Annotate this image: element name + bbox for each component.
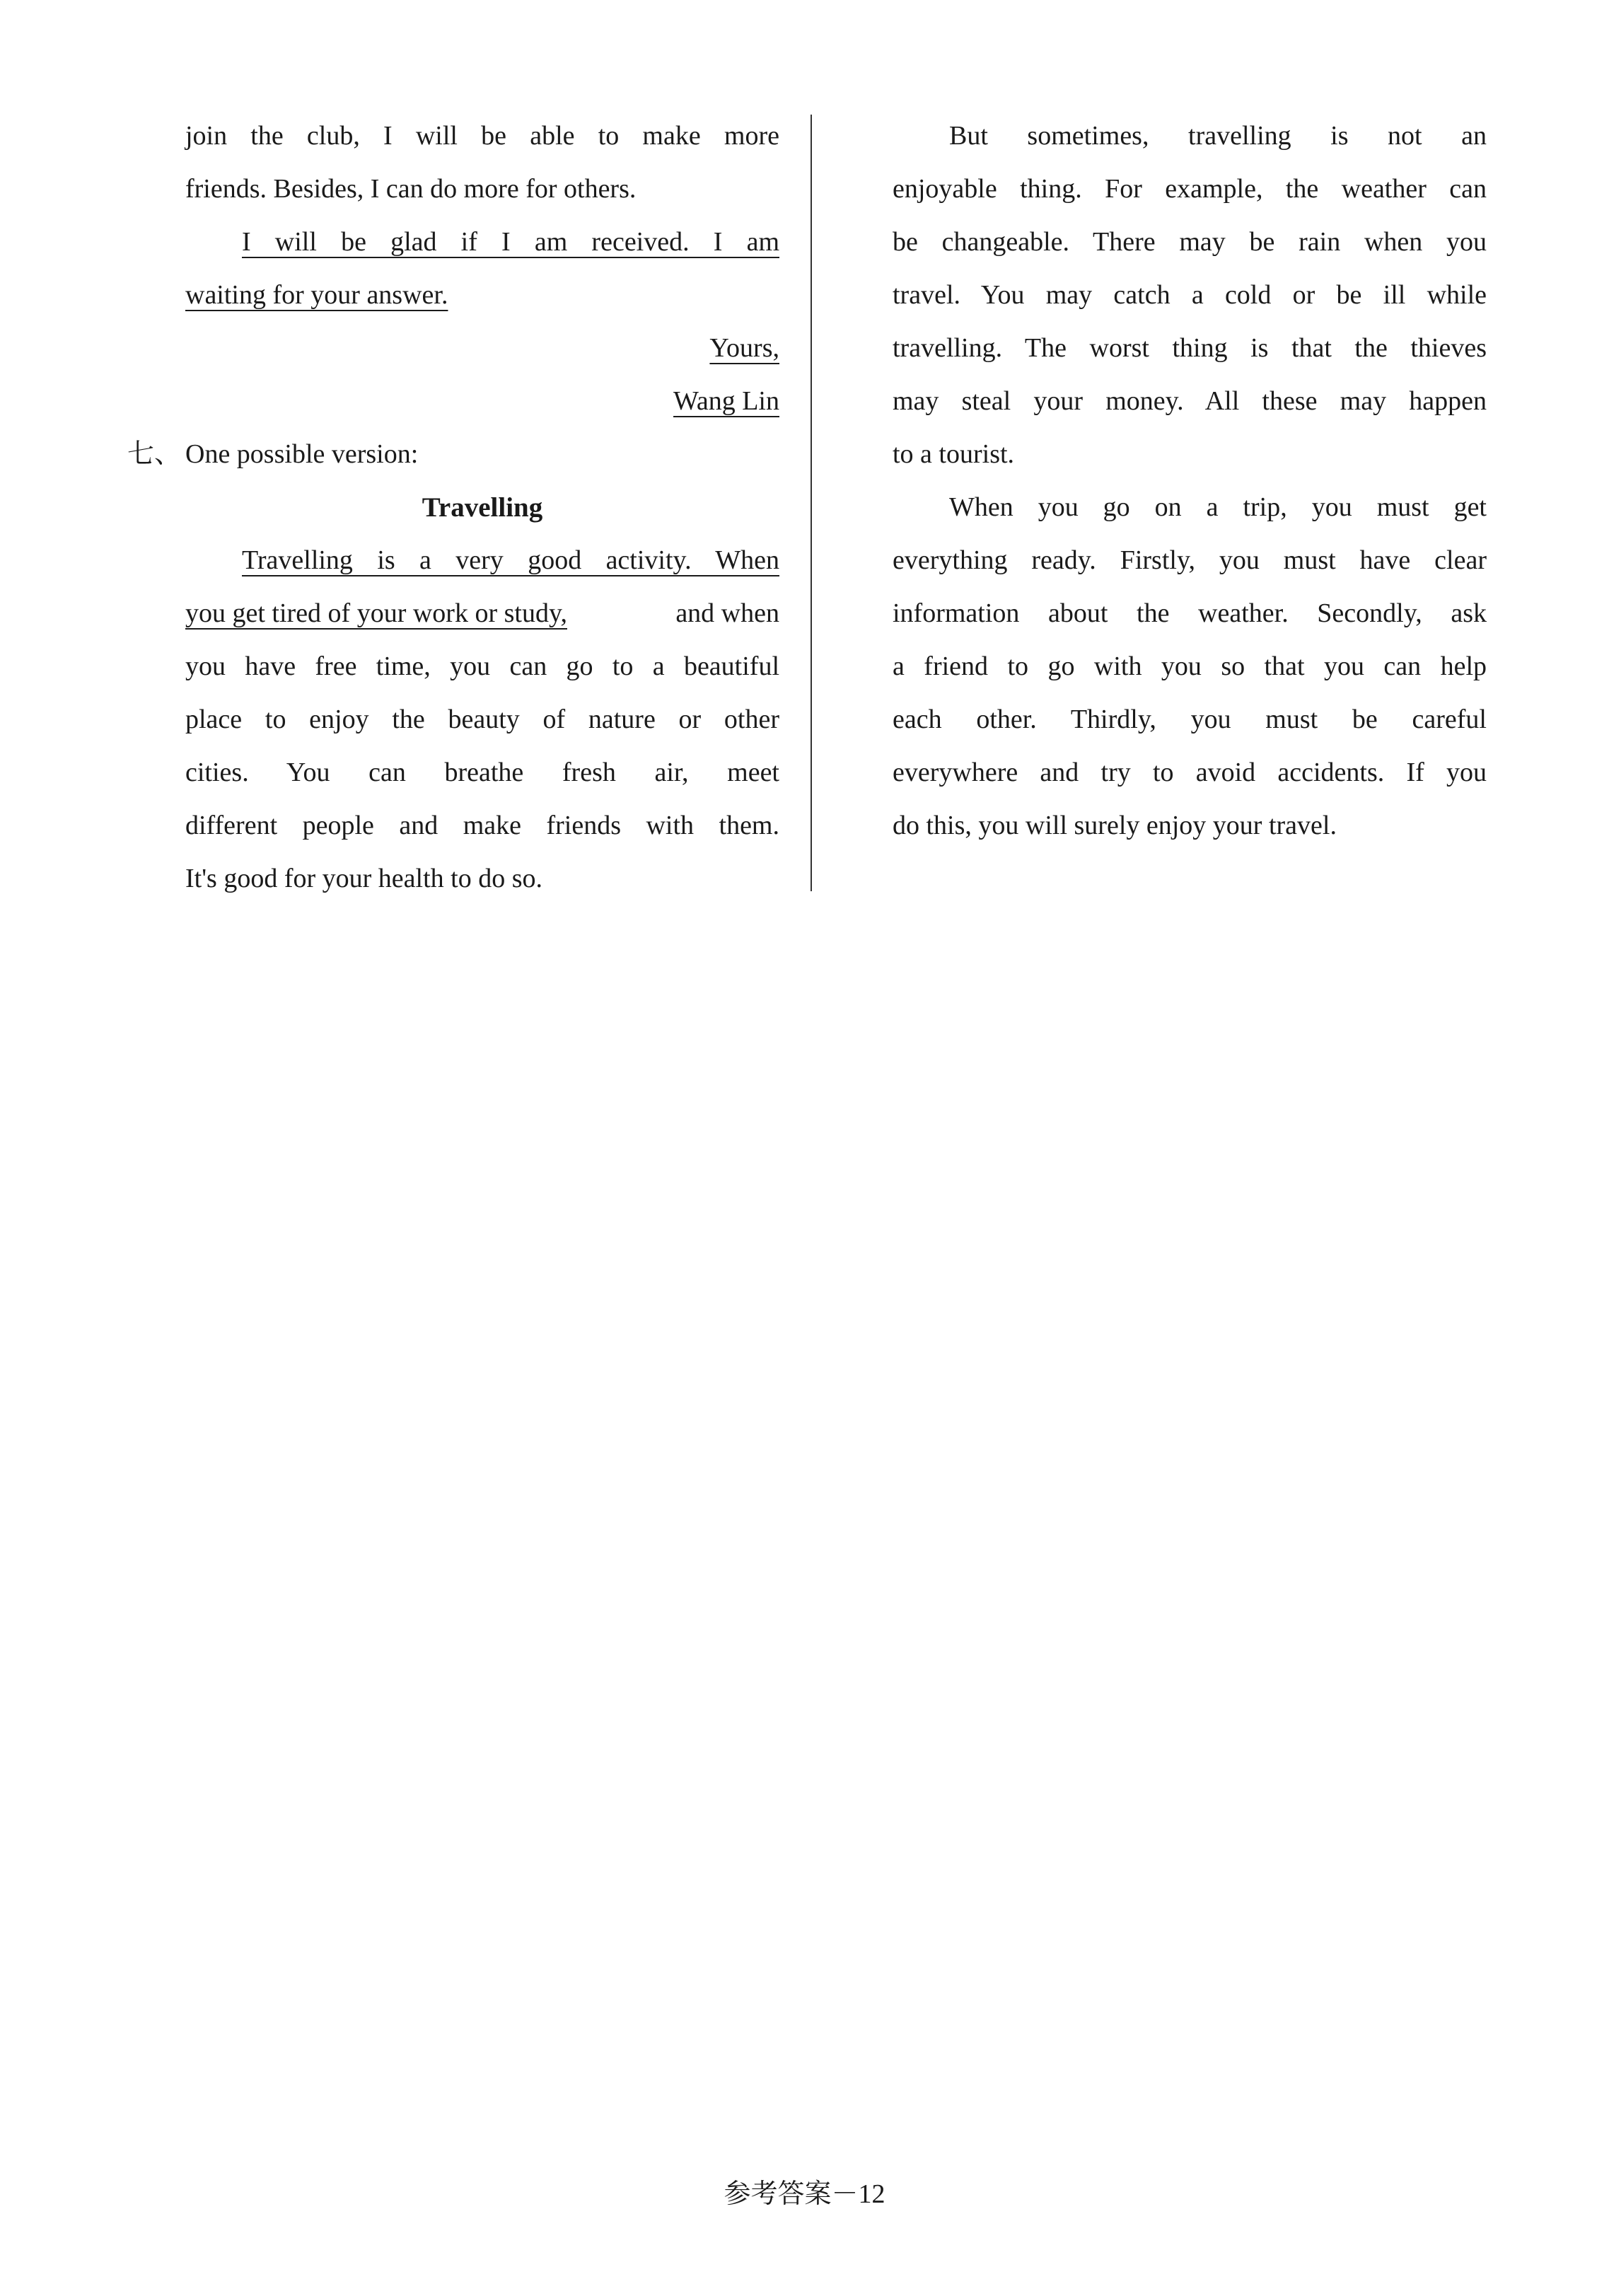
section-heading-line xyxy=(127,428,779,481)
sign-off: Yours, xyxy=(709,333,779,363)
essay-line: you have free time, you can go to a beautiful xyxy=(185,651,779,681)
essay-intro-line-1: Travelling is a very good activity. When xyxy=(242,545,779,575)
paragraph-line: be changeable. There may be rain when you xyxy=(893,227,1487,257)
essay-intro-underlined: you get tired of your work or study, xyxy=(185,598,567,628)
essay-line: different people and make friends with them. xyxy=(185,811,779,840)
paragraph-line: to a tourist. xyxy=(893,439,1015,469)
closing-underlined-2: waiting for your answer. xyxy=(185,280,448,310)
signature: Wang Lin xyxy=(673,386,779,416)
letter-line: join the club, I will be able to make more xyxy=(185,121,779,151)
paragraph-line: everywhere and try to avoid accidents. If you xyxy=(893,758,1487,787)
essay-line: place to enjoy the beauty of nature or other xyxy=(185,705,779,734)
column-divider xyxy=(811,115,812,891)
closing-line-2 xyxy=(185,269,779,322)
paragraph-line: enjoyable thing. For example, the weather can xyxy=(893,174,1487,204)
left-column xyxy=(127,110,779,905)
section-number: 七、 xyxy=(127,439,182,469)
essay-intro-rest: and when xyxy=(675,598,779,628)
right-column xyxy=(893,110,1487,852)
paragraph-line: But sometimes, travelling is not an xyxy=(949,121,1487,151)
paragraph-line: may steal your money. All these may happen xyxy=(893,386,1487,416)
paragraph-line: information about the weather. Secondly, ask xyxy=(893,598,1487,628)
essay-title: Travelling xyxy=(422,492,543,523)
paragraph-line: travelling. The worst thing is that the thieves xyxy=(893,333,1487,363)
essay-line: It's good for your health to do so. xyxy=(185,864,543,893)
paragraph-line: travel. You may catch a cold or be ill while xyxy=(893,280,1487,310)
essay-line: cities. You can breathe fresh air, meet xyxy=(185,758,779,787)
paragraph-line: When you go on a trip, you must get xyxy=(949,492,1487,522)
letter-line: friends. Besides, I can do more for others. xyxy=(185,174,637,204)
paragraph-line: do this, you will surely enjoy your travel. xyxy=(893,811,1337,840)
closing-underlined-1: I will be glad if I am received. I am xyxy=(242,227,779,257)
essay-intro-line-2 xyxy=(185,587,779,640)
paragraph-line: each other. Thirdly, you must be careful xyxy=(893,705,1487,734)
section-heading: One possible version: xyxy=(185,439,419,469)
closing-line-1 xyxy=(185,216,779,269)
paragraph-line: everything ready. Firstly, you must have clear xyxy=(893,545,1487,575)
page-footer: 参考答案－12 xyxy=(724,2179,885,2209)
paragraph-line: a friend to go with you so that you can help xyxy=(893,651,1487,681)
